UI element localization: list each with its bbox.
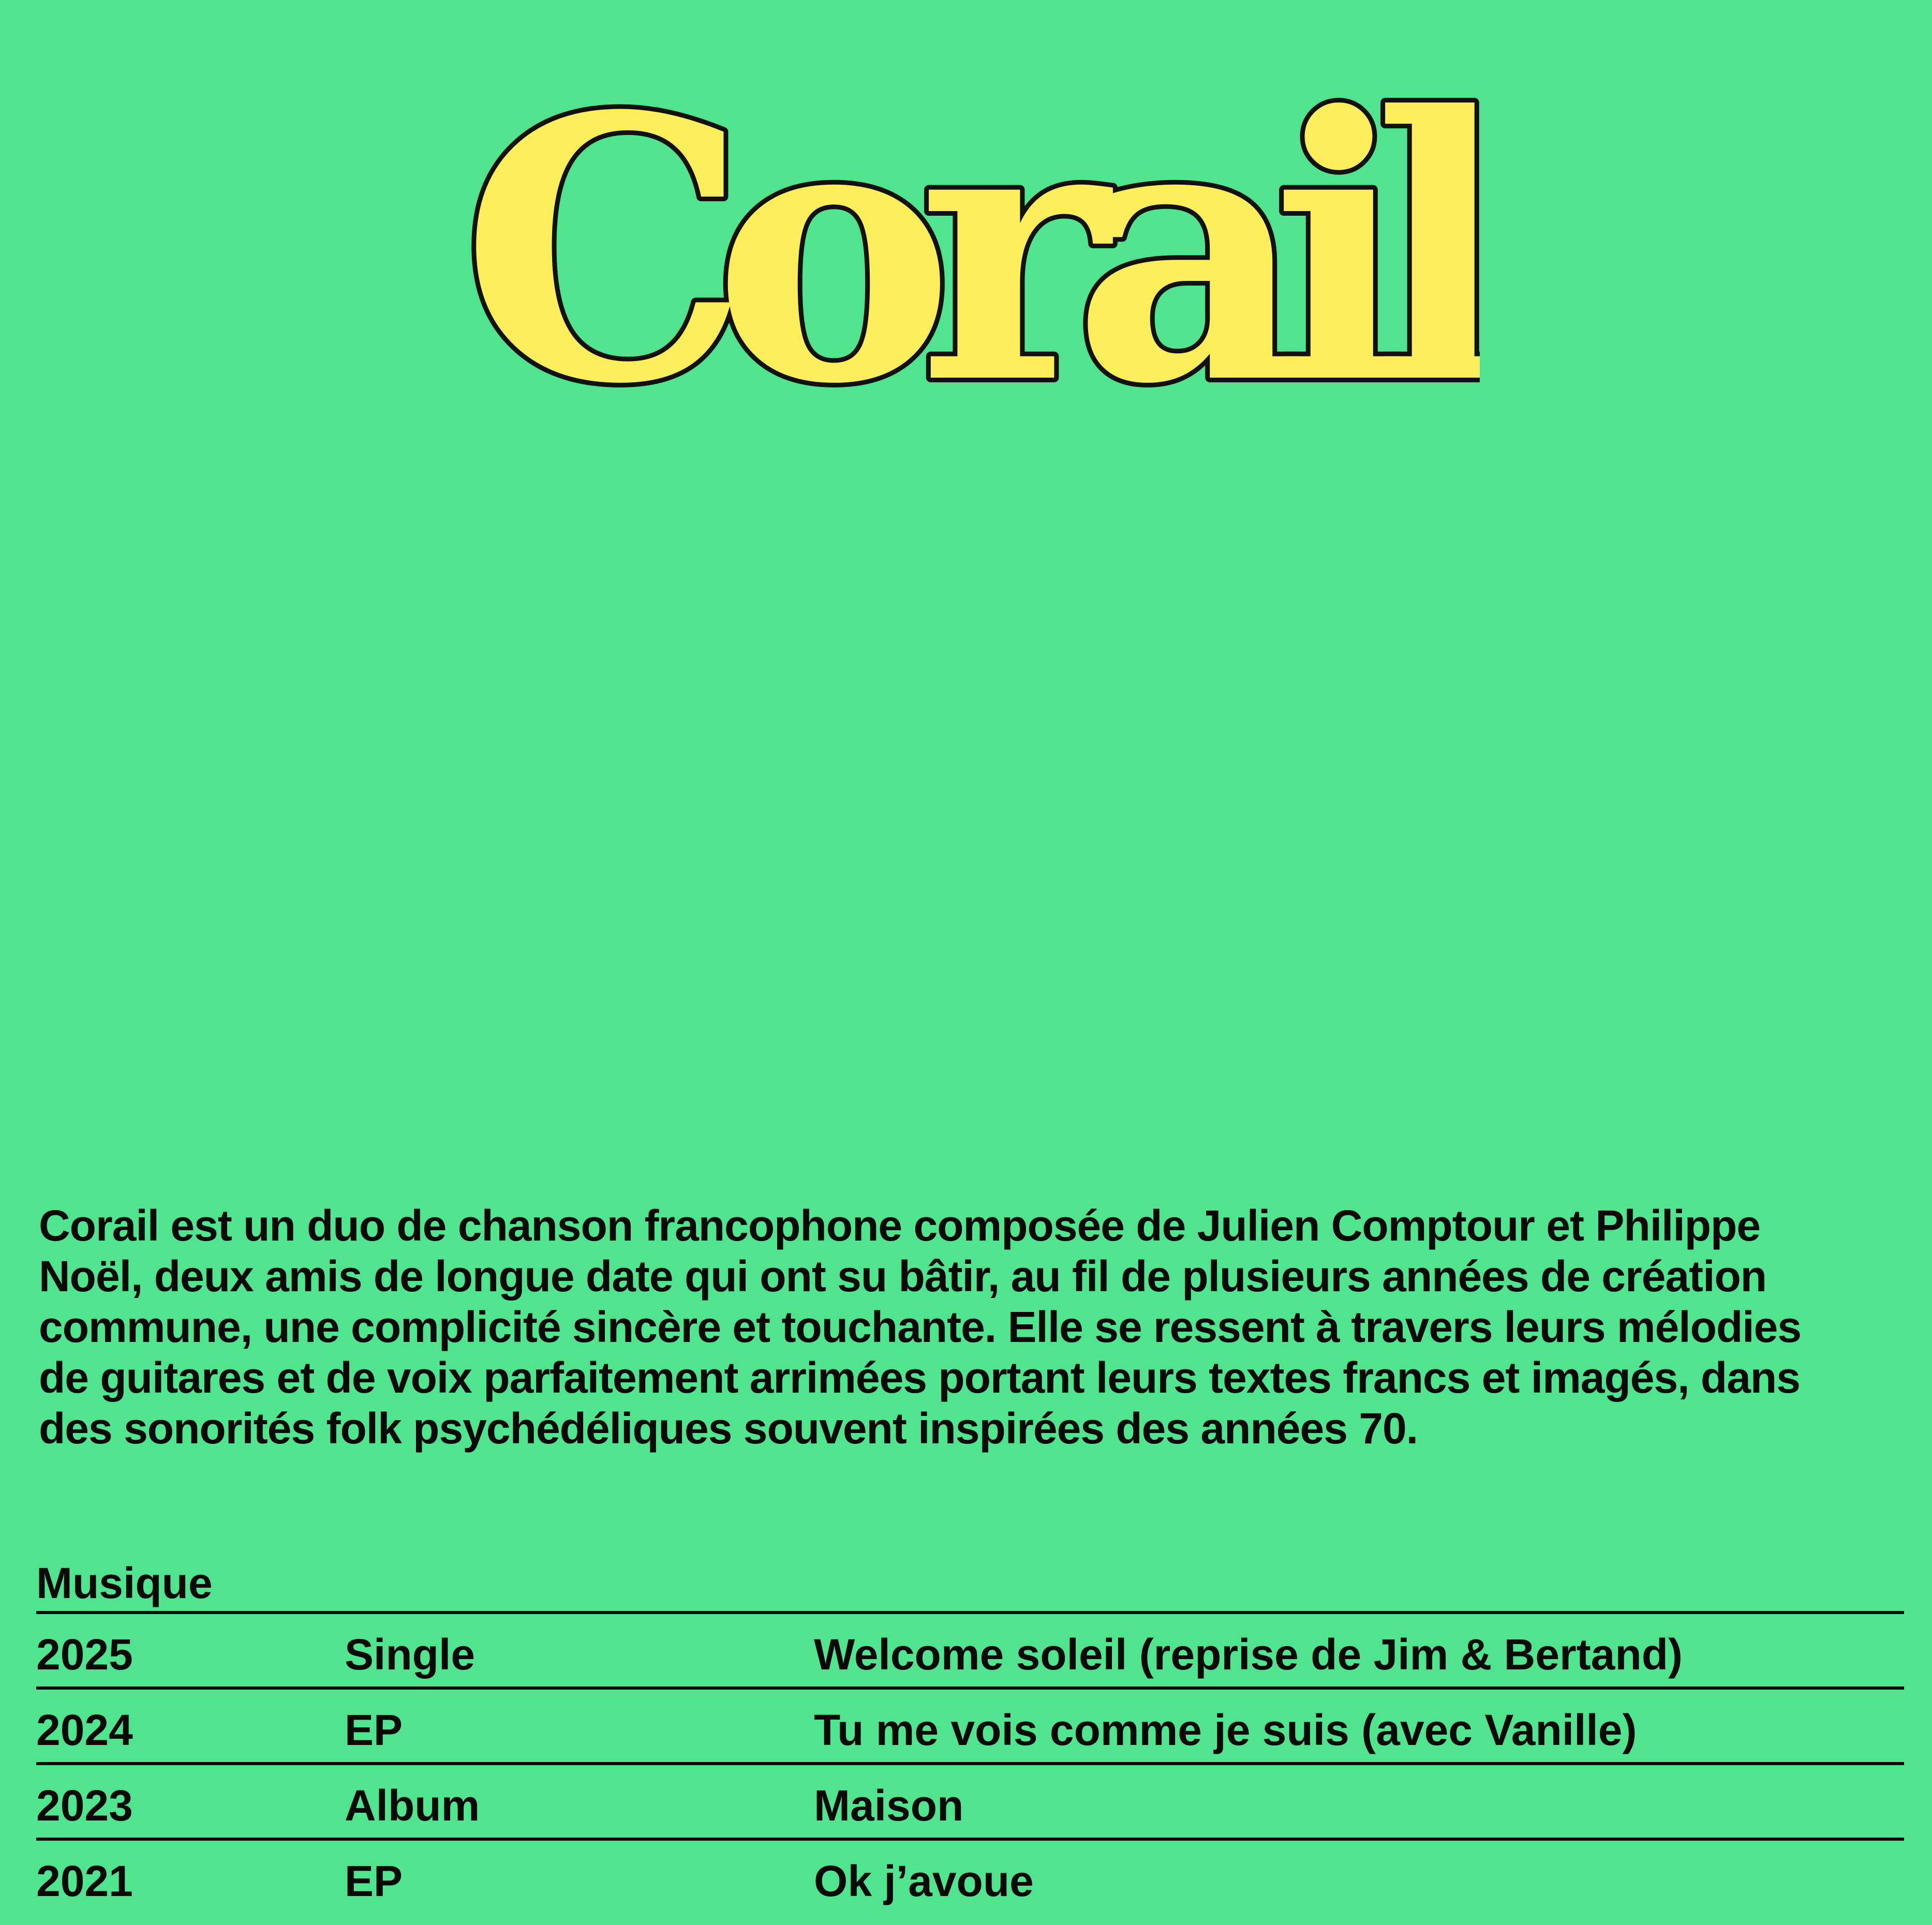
discography-row <box>36 1841 1904 1916</box>
release-title: Ok j’avoue <box>814 1857 1034 1905</box>
music-heading: Musique <box>36 1557 1904 1614</box>
release-title: Tu me vois comme je suis (avec Vanille) <box>814 1706 1637 1754</box>
release-title: Welcome soleil (reprise de Jim & Bertand) <box>814 1630 1683 1679</box>
music-section <box>36 1557 1904 1916</box>
band-logo <box>455 21 1480 414</box>
release-type: Single <box>345 1630 475 1679</box>
release-year: 2021 <box>36 1857 133 1905</box>
discography-row <box>36 1614 1904 1690</box>
release-type: Album <box>345 1781 480 1830</box>
discography-row <box>36 1765 1904 1841</box>
intro-paragraph: Corail est un duo de chanson francophone composée de Julien Comptour et Philippe Noël, deux amis de longue date qui ont su bâtir, au fil de plusieurs années de création commune, une complicité sincère et touchante. Elle se ressent à travers leurs mélodies de guitares et de voix parfaitement arrimées portant leurs textes francs et imagés, dans des sonorités folk psychédéliques souvent inspirées des années 70. <box>39 1201 1802 1453</box>
release-type: EP <box>345 1706 403 1754</box>
release-title: Maison <box>814 1781 964 1830</box>
release-year: 2023 <box>36 1781 133 1830</box>
release-year: 2025 <box>36 1630 133 1679</box>
band-logo-wordmark: Corail <box>460 38 1475 414</box>
release-year: 2024 <box>36 1706 133 1754</box>
release-type: EP <box>345 1857 403 1905</box>
discography-row <box>36 1690 1904 1765</box>
